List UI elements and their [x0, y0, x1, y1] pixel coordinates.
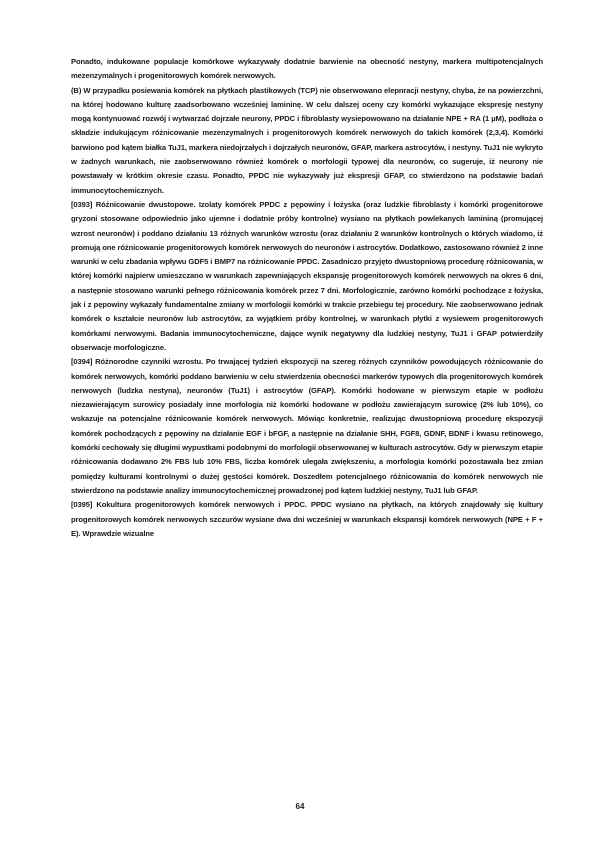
paragraph-intro — [71, 55, 543, 84]
paragraph-text: Różnorodne czynniki wzrostu. Po trwającej tydzień ekspozycji na szereg różnych czynników powodujących różnicowanie do komórek nerwowych, komórki poddano barwieniu w celu stwierdzenia obecności markerów typowych dla progenitorowych komórek nerwowych (ludzka nestyna), neuronów (TuJ1) i astrocytów (GFAP). Komórki hodowane w pierwszym etapie w podłożu niezawierającym surowicy posiadały inne morfologia niż komórki hodowane w podłożu zawierającym surowicę (2% lub 10%), co wskazuje na potencjalne różnicowanie komórek nerwowych. Mówiąc konkretnie, realizując dwustopniową procedurę ekspozycji komórek pochodzących z pępowiny na działanie EGF i bFGF, a następnie na działanie SHH, FGF8, GDNF, BDNF i kwasu retinowego, komórki cechowały się długimi wypustkami podobnymi do morfologii obserwowanej w kulturach astrocytów. Gdy w pierwszym etapie różnicowania dodawano 2% FBS lub 10% FBS, liczba komórek ulegała zwiększeniu, a morfologia komórki pozostawała bez zmian pomiędzy kulturami kontrolnymi o dużej gęstości komórek. Doszedłem potencjalnego różnicowania do komórek nerwowych nie stwierdzono na podstawie analizy immunocytochemicznej prowadzonej pod kątem ludzkiej nestyny, TuJ1 lub GFAP. — [71, 357, 543, 495]
paragraph-text: W przypadku posiewania komórek na płytkach plastikowych (TCP) nie obserwowano elepnracji nestyny, chyba, że na powierzchni, na której hodowano kulturę zaadsorbowano wcześniej lamininę. W celu dalszej oceny czy komórki wykazujące ekspresję nestyny mogą kontynuować rozwój i wytwarzać dojrzałe neurony, PPDC i fibroblasty wysiepowowano na działanie NPE + RA (1 µM), podłoża o składzie indukującym różnicowanie mezenzymalnych i progenitorowych komórek nerwowych do takich komórek (2,3,4). Komórki barwiono pod kątem białka TuJ1, markera niedojrzałych i dojrzałych neuronów, GFAP, markera astrocytów, i nestyny. TuJ1 nie wykryto w żadnych warunkach, nie zaobserwowano również komórek o morfologii typowej dla neuronów, co sugeruje, iż neurony nie powstawały w krótkim okresie czasu. Ponadto, PPDC nie wykazywały już ekspresji GFAP, co stwierdzono na podstawie badań immunocytochemicznych. — [71, 85, 543, 195]
paragraph-0393 — [71, 198, 543, 355]
paragraph-0395 — [71, 498, 543, 541]
paragraph-0394 — [71, 355, 543, 498]
paragraph-text: Kokultura progenitorowych komórek nerwowych i PPDC. PPDC wysiano na płytkach, na których znajdowały się kultury progenitorowych komórek nerwowych szczurów wysiane dwa dni wcześniej w warunkach ekspansji komórek nerwowych (NPE + F + E). Wprawdzie wizualne — [71, 500, 543, 538]
paragraph-tag: (B) — [71, 85, 82, 95]
paragraph-text: Różnicowanie dwustopowe. Izolaty komórek PPDC z pępowiny i łożyska (oraz ludzkie fibroblasty i komórki progenitorowe gryzoni stosowane odpowiednio jako ujemne i dodatnie próby kontrolne) wysiano na płytkach powlekanych lamininą (promującej wzrost neuronów) i poddano działaniu 13 różnych warunków wzrostu (oraz działaniu 2 warunków kontrolnych o których wiadomo, iż promują one różnicowanie progenitorowych komórek nerwowych do neuronów i astrocytów. Dodatkowo, zastosowano również 2 inne warunki w celu zbadania wpływu GDF5 i BMP7 na różnicowanie PPDC. Zasadniczo przyjęto dwustopniową procedurę różnicowania, w której komórki najpierw umieszczano w warunkach zapewniających ekspansję progenitorowych komórek nerwowych na okres 6 dni, a następnie stosowano warunki pełnego różnicowania komórek przez 7 dni. Morfologicznie, zarówno komórki pochodzące z łożyska, jak i z pępowiny wykazały fundamentalne zmiany w morfologii komórki w trakcie przebiegu tej procedury. Nie zaobserwowano jednak komórek o kształcie neuronów lub astrocytów, za wyjątkiem próby kontrolnej, w warunkach płytki z wysiewem progenitorowych komórkami nerwowymi. Badania immunocytochemiczne, dające wynik negatywny dla ludzkiej nestyny, TuJ1 i GFAP potwierdziły obserwacje morfologiczne. — [71, 199, 543, 352]
paragraph-b — [71, 84, 543, 198]
paragraph-tag: [0393] — [71, 199, 93, 209]
body-text — [71, 55, 543, 541]
paragraph-text: Ponadto, indukowane populacje komórkowe wykazywały dodatnie barwienie na obecność nestyny, markera multipotencjalnych mezenzymalnych i progenitorowych komórek nerwowych. — [71, 57, 543, 81]
page-number: 64 — [295, 802, 305, 811]
paragraph-tag: [0394] — [71, 357, 93, 367]
paragraph-tag: [0395] — [71, 500, 93, 510]
